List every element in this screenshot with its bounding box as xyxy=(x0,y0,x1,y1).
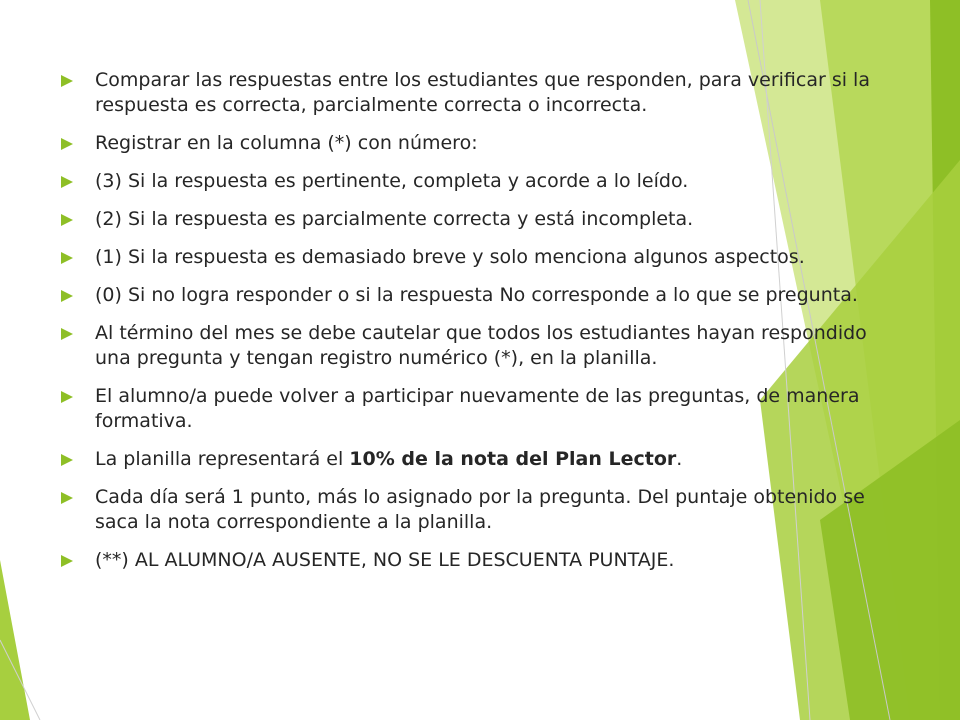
triangle-arrow-icon xyxy=(61,214,73,226)
bullet-item xyxy=(58,68,878,118)
bullet-text-end: . xyxy=(676,448,683,470)
bullet-text: El alumno/a puede volver a participar nuevamente de las preguntas, de manera formativa. xyxy=(95,385,860,432)
bullet-item xyxy=(58,245,878,270)
triangle-arrow-icon xyxy=(61,290,73,302)
bullet-item xyxy=(58,485,878,535)
bullet-text-start: La planilla representará el xyxy=(95,448,350,470)
bullet-text-bold: 10% de la nota del Plan Lector xyxy=(349,448,677,470)
bullet-text: Al término del mes se debe cautelar que todos los estudiantes hayan respondido una pregunta y tengan registro numérico (*), en la planilla. xyxy=(95,322,867,369)
triangle-arrow-icon xyxy=(61,454,73,466)
bullet-text: Comparar las respuestas entre los estudiantes que responden, para verificar si la respuesta es correcta, parcialmente correcta o incorrecta. xyxy=(95,69,870,116)
triangle-arrow-icon xyxy=(61,75,73,87)
bullet-text: (1) Si la respuesta es demasiado breve y solo menciona algunos aspectos. xyxy=(95,246,805,268)
bullet-item xyxy=(58,169,878,194)
bullet-item xyxy=(58,548,878,573)
bullet-text: (0) Si no logra responder o si la respuesta No corresponde a lo que se pregunta. xyxy=(95,284,858,306)
triangle-arrow-icon xyxy=(61,492,73,504)
triangle-arrow-icon xyxy=(61,138,73,150)
left-green-shape xyxy=(0,560,30,720)
bullet-text: Cada día será 1 punto, más lo asignado por la pregunta. Del puntaje obtenido se saca la nota correspondiente a la planilla. xyxy=(95,486,865,533)
triangle-arrow-icon xyxy=(61,252,73,264)
bullet-item xyxy=(58,207,878,232)
bullet-text: (3) Si la respuesta es pertinente, completa y acorde a lo leído. xyxy=(95,170,689,192)
bullet-text: (2) Si la respuesta es parcialmente correcta y está incompleta. xyxy=(95,208,694,230)
triangle-arrow-icon xyxy=(61,391,73,403)
bullet-list xyxy=(58,68,878,586)
triangle-arrow-icon xyxy=(61,176,73,188)
bullet-text: Registrar en la columna (*) con número: xyxy=(95,132,478,154)
bullet-text: (**) AL ALUMNO/A AUSENTE, NO SE LE DESCUENTA PUNTAJE. xyxy=(95,549,675,571)
bullet-item xyxy=(58,131,878,156)
bullet-item xyxy=(58,321,878,371)
bullet-item xyxy=(58,384,878,434)
bullet-item xyxy=(58,283,878,308)
bullet-item xyxy=(58,447,878,472)
triangle-arrow-icon xyxy=(61,328,73,340)
triangle-arrow-icon xyxy=(61,555,73,567)
